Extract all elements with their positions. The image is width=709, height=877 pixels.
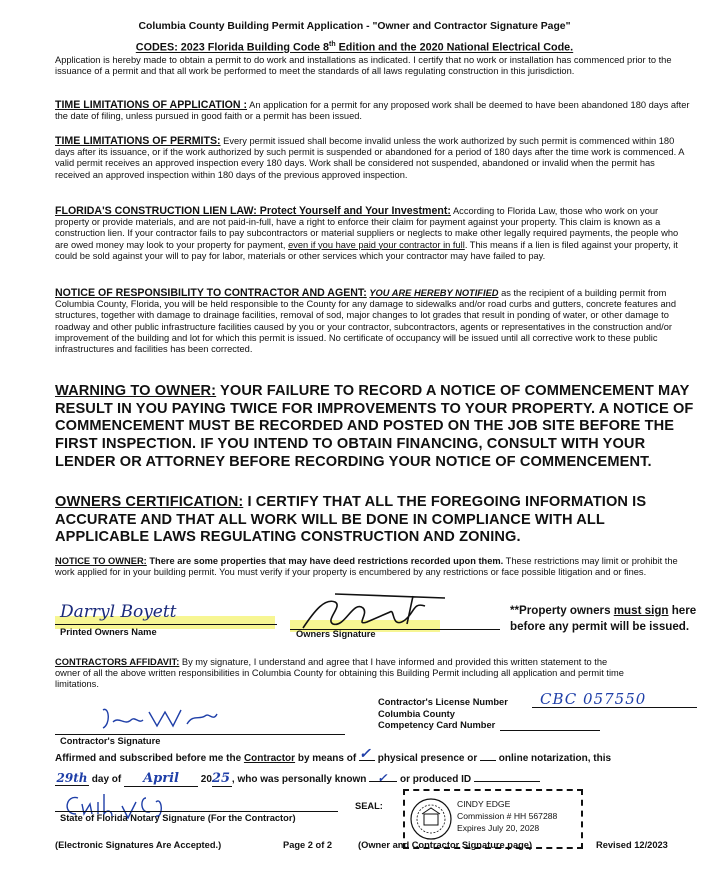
contractor-signature-line [55, 734, 345, 735]
certification-heading: OWNERS CERTIFICATION: [55, 494, 244, 510]
time-limit-application [55, 100, 690, 122]
warning-to-owner [55, 383, 695, 472]
check-mark-icon: ✓ [358, 746, 371, 762]
section-text: An application for a permit for any proposed work shall be deemed to have been abandoned 180 days after the date of filing, unless pursued in good faith or a permit has been issued. [55, 100, 690, 122]
seal-label: SEAL: [355, 801, 383, 811]
year-value[interactable]: 25 [211, 771, 231, 786]
owners-certification [55, 494, 695, 547]
section-text: as the recipient of a building permit from Columbia County, Florida, you will be held responsible to the County for any damage to sidewalks and/or road curbs and gutters, concrete features and structures, together with damage to drainage facilities, removal of sod, major changes to lot grades that result in ponding of water, or other damage to roadway and other public infrastructure facilities caused by you or your contractor, subcontractors, agents or representatives in the construction and/or improvement of the building and lot for which this permit is issued. No certificate of occupancy will be issued until all corrective work to these public infrastructures and facilities has been corrected. [55, 288, 676, 355]
affidavit-heading: CONTRACTORS AFFIDAVIT: [55, 657, 180, 667]
stamp-commission: Commission # HH 567288 [457, 811, 558, 821]
notary-text: physical presence or [374, 753, 481, 764]
notary-contractor: Contractor [243, 753, 296, 764]
online-notarization-checkbox[interactable] [480, 760, 496, 761]
warning-heading: WARNING TO OWNER: [55, 383, 217, 399]
printed-owner-name-value[interactable]: Darryl Boyett [60, 602, 177, 622]
notary-text: day of [89, 774, 125, 785]
contractor-signature-scribble[interactable] [95, 702, 225, 734]
footer-revised: Revised 12/2023 [596, 840, 668, 850]
notified-text: YOU ARE HEREBY NOTIFIED [369, 288, 499, 298]
section-heading: NOTICE OF RESPONSIBILITY TO CONTRACTOR AND AGENT: [55, 287, 367, 299]
section-heading: FLORIDA'S CONSTRUCTION LIEN LAW: Protect Yourself and Your Investment: [55, 205, 451, 217]
time-limit-permits [55, 136, 690, 181]
notary-affirmed-line [55, 746, 612, 764]
note-underlined: must sign [613, 604, 669, 617]
competency-card-line[interactable] [500, 730, 600, 731]
section-heading: TIME LIMITATIONS OF PERMITS: [55, 135, 221, 147]
produced-id-field[interactable] [474, 781, 540, 782]
license-number-value[interactable]: CBC 057550 [540, 690, 647, 708]
license-number-label: Contractor's License Number [378, 697, 508, 707]
physical-presence-checkbox[interactable] [358, 746, 375, 762]
notary-signature-line [55, 811, 338, 812]
notary-text: , who was personally known [231, 774, 370, 785]
month-value[interactable]: April [124, 771, 198, 787]
check-mark-icon: ✓ [377, 771, 388, 785]
license-number-line [532, 707, 697, 708]
note-text: here before any permit will be issued. [510, 604, 697, 633]
intro-paragraph: Application is hereby made to obtain a permit to do work and installations as indicated. I certify that no work or installation has commenced prior to the issuance of a permit and that all work be performed to meet the standards of all laws regulating construction in this jurisdiction. [55, 55, 672, 77]
footer-page: Page 2 of 2 [283, 840, 333, 850]
codes-heading [0, 41, 709, 54]
section-underlined-text: even if you have paid your contractor in full [288, 239, 465, 250]
section-text: . This means if a lien is filed against your property, it could be sold against your will to pay for labor, materials or other services which your contractor may have failed to pay. [55, 239, 678, 261]
competency-card-label: Competency Card Number [378, 720, 496, 730]
day-value[interactable]: 29th [56, 771, 88, 785]
notary-signature-label: State of Florida Notary Signature (For the Contractor) [60, 813, 296, 823]
note-text: **Property owners [510, 604, 614, 617]
owner-signature-label: Owners Signature [296, 629, 376, 639]
notary-seal-icon [409, 797, 453, 841]
contractors-affidavit [55, 657, 625, 690]
contractor-signature-label: Contractor's Signature [60, 736, 161, 746]
stamp-name: CINDY EDGE [457, 799, 511, 809]
footer-electronic: (Electronic Signatures Are Accepted.) [55, 840, 222, 850]
stamp-text [457, 798, 557, 834]
codes-text: CODES: 2023 Florida Building Code 8 [135, 41, 329, 54]
affidavit-text: By my signature, I understand and agree that I have informed and provided this written statement to the owner of all the above written responsibilities in Columbia County for obtaining this Building Permit including all application and permit time limitations. [55, 657, 624, 689]
stamp-expires: Expires July 20, 2028 [457, 823, 540, 833]
section-heading: TIME LIMITATIONS OF APPLICATION : [55, 99, 248, 111]
notice-text: These restrictions may limit or prohibit the work applied for in your building permit. You must verify if your property is encumbered by any restrictions or face possible litigation and or fines. [55, 556, 678, 578]
lien-law-section [55, 206, 690, 262]
warning-text: YOUR FAILURE TO RECORD A NOTICE OF COMMENCEMENT MAY RESULT IN YOU PAYING TWICE FOR IMPROVEMENTS TO YOUR PROPERTY. A NOTICE OF COMMENCEMENT MUST BE RECORDED AND POSTED ON THE JOB SITE BEFORE THE FIRST INSPECTION. IF YOU INTEND TO OBTAIN FINANCING, CONSULT WITH YOUR LENDER OR ATTORNEY BEFORE RECORDING YOUR NOTICE OF COMMENCEMENT. [55, 383, 694, 470]
printed-name-line [55, 624, 277, 625]
page-title: Columbia County Building Permit Application - "Owner and Contractor Signature Page" [138, 21, 571, 32]
notary-text: online notarization, this [496, 753, 612, 764]
footer-form: (Owner and Contractor Signature page) [358, 840, 533, 850]
printed-owner-name-label: Printed Owners Name [60, 627, 157, 637]
notice-bold-text: There are some properties that may have deed restrictions recorded upon them. [146, 556, 504, 566]
codes-superscript: th [328, 41, 336, 48]
codes-rest: Edition and the 2020 National Electrical Code. [335, 41, 574, 54]
notice-responsibility-section [55, 288, 690, 355]
notary-text: by means of [295, 753, 359, 764]
notary-text: Affirmed and subscribed before me the [55, 753, 244, 764]
county-label: Columbia County [378, 709, 455, 719]
section-text: Every permit issued shall become invalid unless the work authorized by such permit is commenced within 180 days after its issuance, or if the work authorized by such permit is suspended or abandoned for a period of 180 days after the time work is commenced. A valid permit receives an approved inspection every 180 days. Work shall be considered not suspended, abandoned or invalid when the permit has received an approved inspection within 180 days of the previous approved inspection. [55, 136, 684, 180]
notary-date-line [55, 771, 540, 787]
notary-text: or produced ID [397, 774, 474, 785]
certification-text: I CERTIFY THAT ALL THE FOREGOING INFORMATION IS ACCURATE AND THAT ALL WORK WILL BE DONE IN COMPLIANCE WITH ALL APPLICABLE LAWS REGULATING CONSTRUCTION AND ZONING. [55, 494, 647, 546]
notice-heading: NOTICE TO OWNER: [55, 556, 147, 566]
personally-known-checkbox[interactable] [369, 771, 397, 785]
section-text: According to Florida Law, those who work on your property or provide materials, and are not paid-in-full, have a right to enforce their claim for payment against your property. This claim is known as a construction lien. If your contractor fails to pay subcontractors or material suppliers or neglects to make other legally required payments, the people who are owed money may look to your property for payment, [55, 206, 679, 250]
notary-text: 20 [198, 774, 212, 785]
owner-sign-note [510, 603, 700, 634]
notice-to-owner [55, 556, 690, 578]
